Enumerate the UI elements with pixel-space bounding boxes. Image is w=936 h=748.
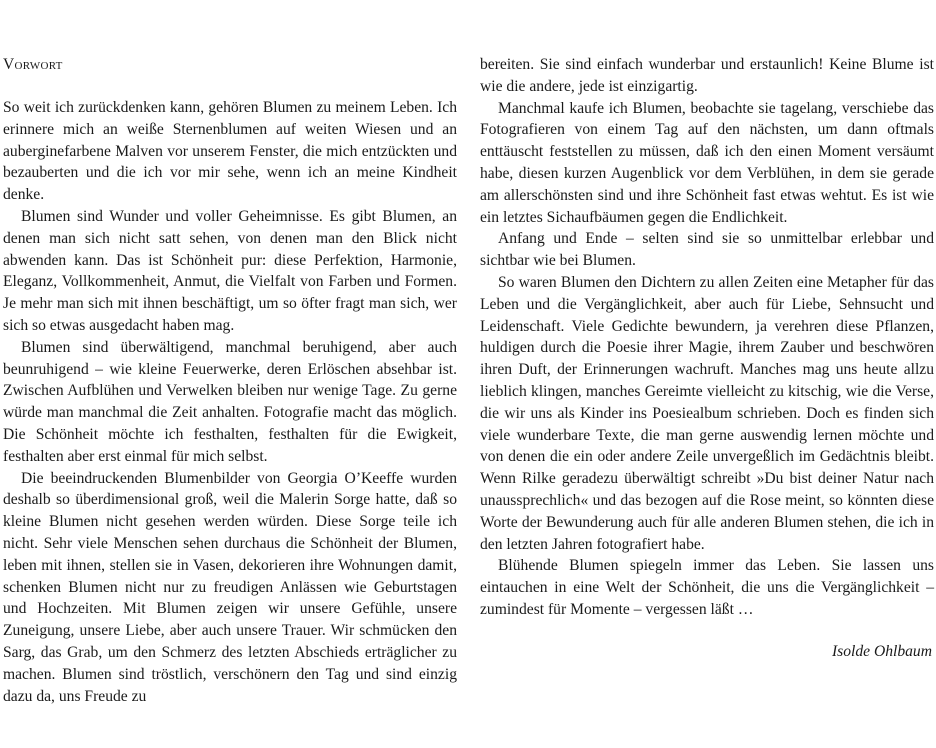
paragraph: Manchmal kaufe ich Blumen, beobachte sie tagelang, verschiebe das Fotografieren von einem Tag auf den nächsten, um dann oftmals enttäuscht feststellen zu müssen, daß ich den einen Moment versäumt habe, diesen kurzen Augenblick vor dem Verblühen, in dem sie gerade am allerschönsten sind und ihre Schönheit fast etwas wehtut. Es ist wie ein letztes Sichaufbäumen gegen die Endlichkeit. — [480, 99, 934, 226]
section-heading: Vorwort — [3, 56, 63, 73]
paragraph: So weit ich zurückdenken kann, gehören Blumen zu meinem Leben. Ich erinnere mich an weiße Sternenblumen auf weiten Wiesen und an auberginefarbene Malven vor unserem Fenster, die mich entzückten und bezauberten und die ich vor mir sehe, wenn ich an meine Kindheit denke. — [3, 99, 457, 204]
paragraph: So waren Blumen den Dichtern zu allen Zeiten eine Metapher für das Leben und die Vergänglichkeit, aber auch für Liebe, Sehnsucht und Leidenschaft. Viele Gedichte bewundern, ja verehren diese Pflanzen, huldigen durch die Poesie ihrer Magie, ihrem Zauber und beschwören ihren Duft, der Erinnerungen wachruft. Manches mag uns heute allzu lieblich klingen, manches Gereimte vielleicht zu kitschig, wie die Verse, die wir uns als Kinder ins Poesiealbum schrieben. Doch es finden sich viele wunderbare Texte, die man gerne auswendig lernen möchte und von denen die ein oder andere Zeile unvergeßlich im Gedächtnis bleibt. Wenn Rilke geradezu überwältigt schreibt »Du bist deiner Natur nach unaussprechlich« und das bezogen auf die Rose meint, so könnten diese Worte der Bewunderung auch für alle anderen Blumen stehen, die ich in den letzten Jahren fotografiert habe. — [480, 273, 934, 553]
left-text-block — [3, 97, 457, 707]
paragraph: Anfang und Ende – selten sind sie so unmittelbar erlebbar und sichtbar wie bei Blumen. — [480, 230, 934, 270]
author-signature: Isolde Ohlbaum — [831, 643, 932, 660]
paragraph: bereiten. Sie sind einfach wunderbar und erstaunlich! Keine Blume ist wie die andere, jede ist einzigartig. — [480, 56, 934, 95]
paragraph: Die beeindruckenden Blumenbilder von Georgia O’Keeffe wurden deshalb so überdimensional groß, weil die Malerin Sorge hatte, daß so kleine Blumen nicht gesehen werden würden. Diese Sorge teile ich nicht. Sehr viele Menschen sehen durchaus die Schönheit der Blumen, leben mit ihnen, stellen sie in Vasen, dekorieren ihre Wohnungen damit, schenken Blumen nicht nur zu freudigen Anlässen wie Geburtstagen und Hochzeiten. Mit Blumen zeigen wir unsere Gefühle, unsere Zuneigung, unsere Liebe, aber auch unsere Trauer. Wir schmücken den Sarg, das Grab, um den Schmerz des letzten Abschieds erträglicher zu machen. Blumen sind tröstlich, verschönern den Tag und sind einzig dazu da, uns Freude zu — [3, 469, 457, 705]
right-text-block — [480, 54, 934, 621]
paragraph: Blumen sind Wunder und voller Geheimnisse. Es gibt Blumen, an denen man sich nicht satt sehen, von denen man den Blick nicht abwenden kann. Das ist Schönheit pur: diese Perfektion, Harmonie, Eleganz, Vollkommenheit, Anmut, die Vielfalt von Farben und Formen. Je mehr man sich mit ihnen beschäftigt, um so öfter fragt man sich, wer sich so etwas ausgedacht haben mag. — [3, 207, 457, 334]
paragraph: Blühende Blumen spiegeln immer das Leben. Sie lassen uns eintauchen in eine Welt der Schönheit, die uns die Vergänglichkeit – zumindest für Momente – vergessen läßt … — [480, 557, 934, 618]
paragraph: Blumen sind überwältigend, manchmal beruhigend, aber auch beunruhigend – wie kleine Feuerwerke, deren Erlöschen absehbar ist. Zwischen Aufblühen und Verwelken bleiben nur wenige Tage. Zu gerne würde man manchmal die Zeit anhalten. Fotografie macht das möglich. Die Schönheit möchte ich festhalten, festhalten für die Ewigkeit, festhalten aber erst einmal für mich selbst. — [3, 338, 457, 465]
